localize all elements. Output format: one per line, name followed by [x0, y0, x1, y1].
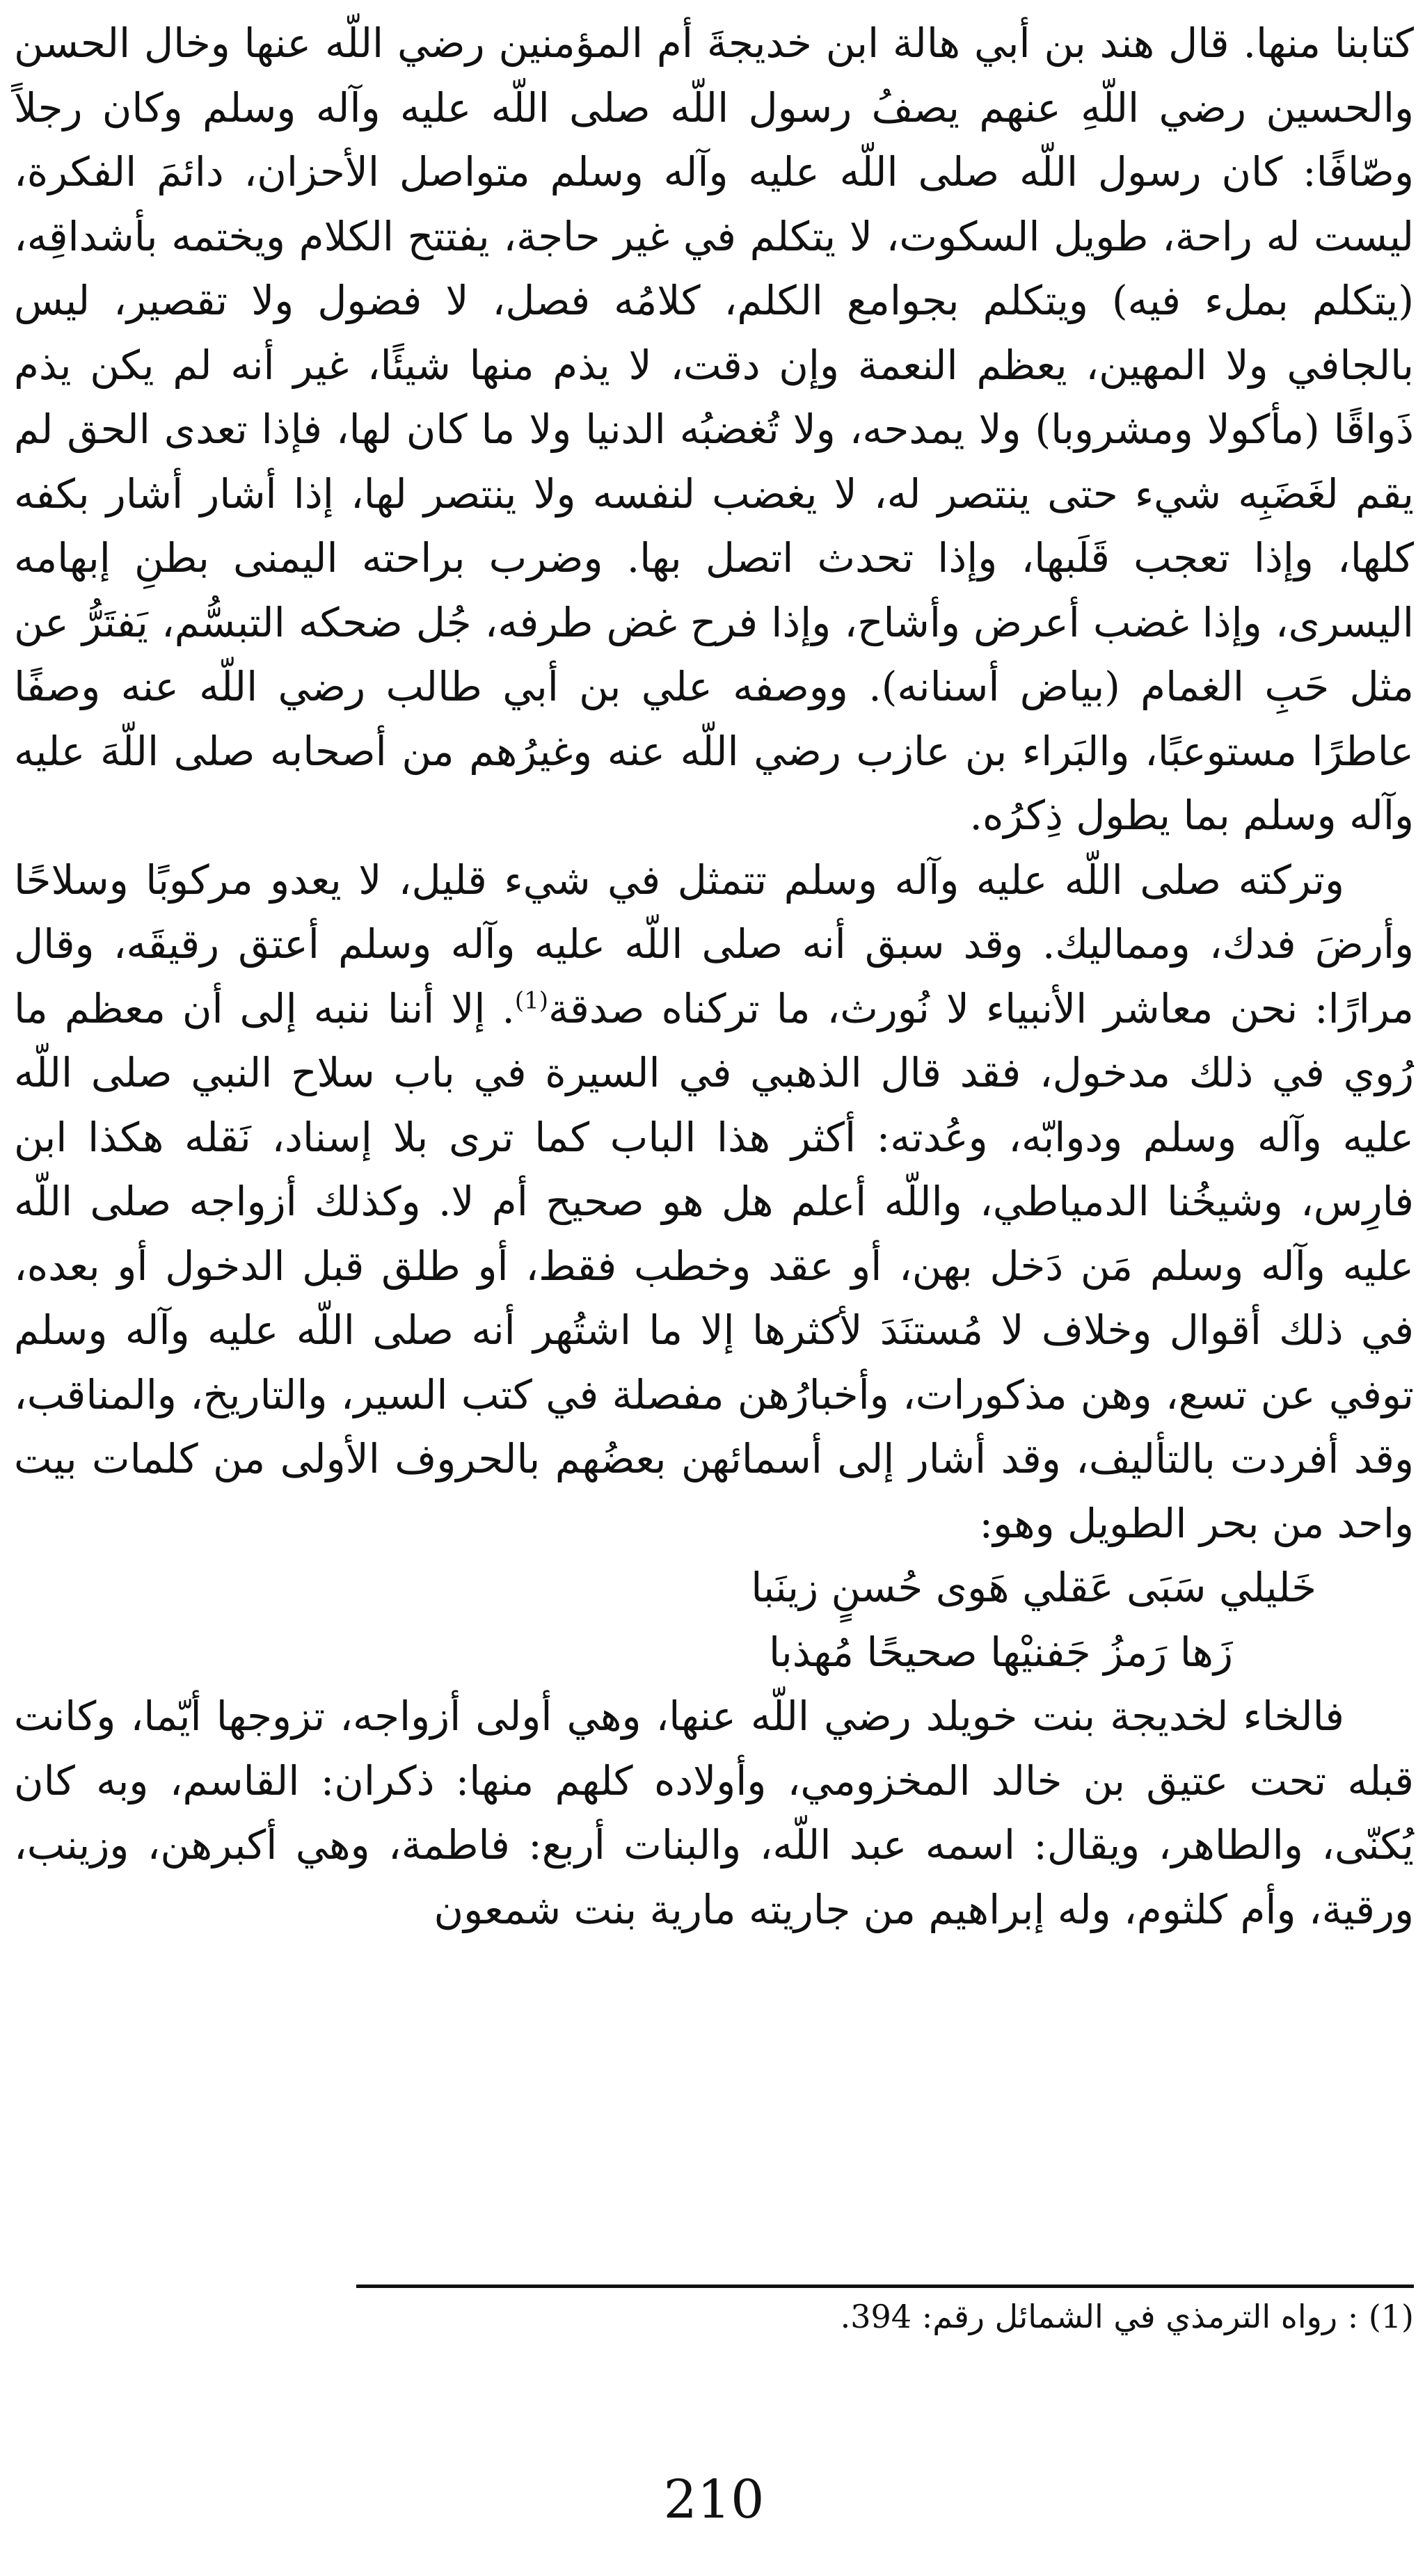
verse-line-1: خَليلي سَبَى عَقلي هَوى حُسنٍ زينَبا	[751, 1564, 1316, 1611]
main-text	[14, 11, 1414, 1942]
paragraph-2-part-2: . إلا أننا ننبه إلى أن معظم ما رُوي في ذلك مدخول، فقد قال الذهبي في السيرة في باب سلاح النبي صلى اللّه عليه وآله وسلم ودوابّه، وعُدته: أكثر هذا الباب كما ترى بلا إسناد، نَقله هكذا ابن فارِس، وشيخُنا الدمياطي، واللّه أعلم هل هو صحيح أم لا. وكذلك أزواجه صلى اللّه عليه وآله وسلم مَن دَخل بهن، أو عقد وخطب فقط، أو طلق قبل الدخول أو بعده، في ذلك أقوال وخلاف لا مُستنَدَ لأكثرها إلا ما اشتُهر أنه صلى اللّه عليه وآله وسلم توفي عن تسع، وهن مذكورات، وأخبارُهن مفصلة في كتب السير، والتاريخ، والمناقب، وقد أفردت بالتأليف، وقد أشار إلى أسمائهن بعضُهم بالحروف الأولى من كلمات بيت واحد من بحر الطويل وهو:	[14, 984, 1414, 1547]
document-page	[14, 0, 1414, 2576]
footnote-reference[interactable]: (1)	[514, 986, 549, 1015]
paragraph-2-part-1: وتركته صلى اللّه عليه وآله وسلم تتمثل في شيء قليل، لا يعدو مركوبًا وسلاحًا وأرضَ فدك، ومماليك. وقد سبق أنه صلى اللّه عليه وآله وسلم أعتق رقيقَه، وقال مرارًا: نحن معاشر الأنبياء لا نُورث، ما تركناه صدقة	[14, 856, 1414, 1032]
footnote-separator	[356, 2285, 1414, 2288]
paragraph-2	[14, 848, 1414, 1556]
paragraph-3: فالخاء لخديجة بنت خويلد رضي اللّه عنها، وهي أولى أزواجه، تزوجها أيّما، وكانت قبله تحت عتيق بن خالد المخزومي، وأولاده كلهم منها: ذكران: القاسم، وبه كان يُكنّى، والطاهر، ويقال: اسمه عبد اللّه، والبنات أربع: فاطمة، وهي أكبرهن، وزينب، ورقية، وأم كلثوم، وله إبراهيم من جاريته مارية بنت شمعون	[14, 1693, 1414, 1933]
page-number: 210	[663, 2468, 765, 2530]
paragraph-1: كتابنا منها. قال هند بن أبي هالة ابن خديجةَ أم المؤمنين رضي اللّه عنها وخال الحسن والحسين رضي اللّهِ عنهم يصفُ رسول اللّه صلى اللّه عليه وآله وسلم وكان رجلاً وصّافًا: كان رسول اللّه صلى اللّه عليه وآله وسلم متواصل الأحزان، دائمَ الفكرة، ليست له راحة، طويل السكوت، لا يتكلم في غير حاجة، يفتتح الكلام ويختمه بأشداقِه، (يتكلم بملء فيه) ويتكلم بجوامع الكلم، كلامُه فصل، لا فضول ولا تقصير، ليس بالجافي ولا المهين، يعظم النعمة وإن دقت، لا يذم منها شيئًا، غير أنه لم يكن يذم ذَواقًا (مأكولا ومشروبا) ولا يمدحه، ولا تُغضبُه الدنيا ولا ما كان لها، فإذا تعدى الحق لم يقم لغَضَبِه شيء حتى ينتصر له، لا يغضب لنفسه ولا ينتصر لها، إذا أشار أشار بكفه كلها، وإذا تعجب قَلَبها، وإذا تحدث اتصل بها. وضرب براحته اليمنى بطنِ إبهامه اليسرى، وإذا غضب أعرض وأشاح، وإذا فرح غض طرفه، جُل ضحكه التبسُّم، يَفتَرُّ عن مثل حَبِ الغمام (بياض أسنانه). ووصفه علي بن أبي طالب رضي اللّه عنه وصفًا عاطرًا مستوعبًا، والبَراء بن عازب رضي اللّه عنه وغيرُهم من أصحابه صلى اللّهَ عليه وآله وسلم بما يطول ذِكرُه.	[14, 19, 1414, 839]
verse-line-2: زَها رَمزُ جَفنيْها صحيحًا مُهذبا	[768, 1628, 1233, 1676]
footnote: (1) : رواه الترمذي في الشمائل رقم: 394.	[840, 2298, 1414, 2335]
